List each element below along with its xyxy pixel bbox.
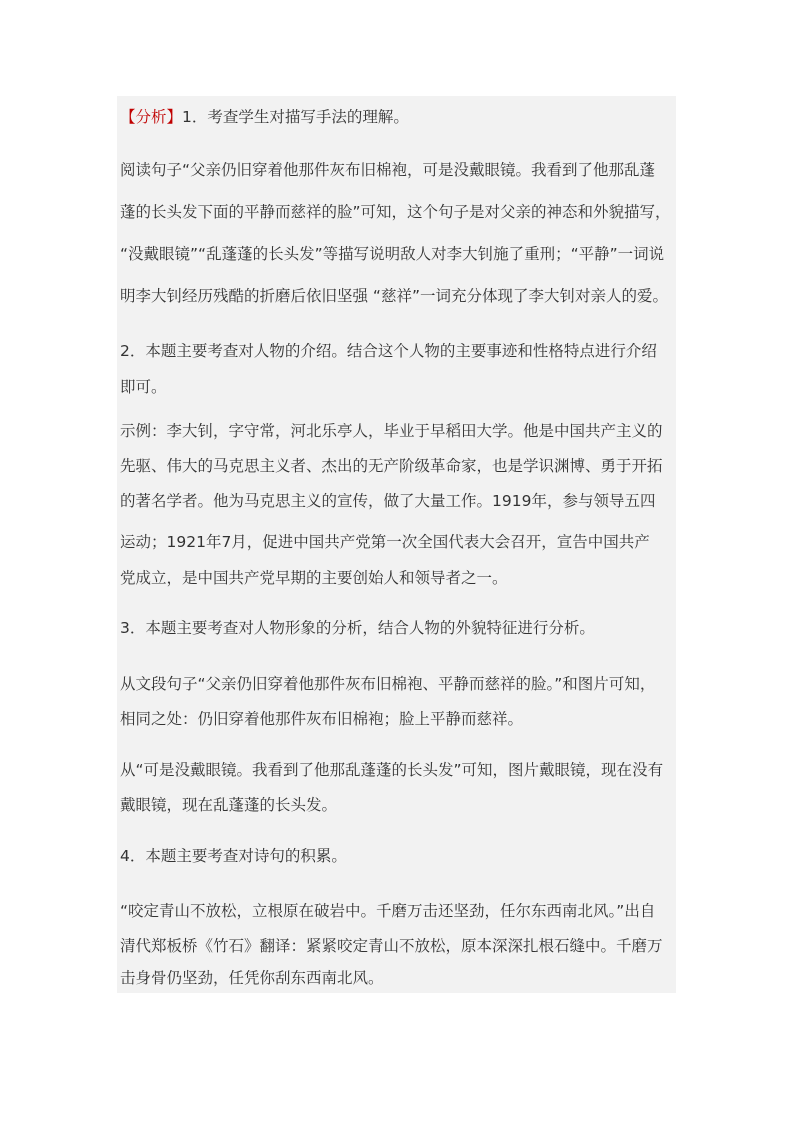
- text-line: 1．考查学生对描写手法的理解。: [182, 108, 409, 126]
- text-line: 先驱、伟大的马克思主义者、杰出的无产阶级革命家，也是学识渊博、勇于开拓: [120, 457, 663, 475]
- text-line: 明李大钊经历残酷的折磨后依旧坚强 “慈祥”一词充分体现了李大钊对亲人的爱。: [120, 287, 668, 305]
- text-line: 即可。: [120, 378, 167, 396]
- text-line: 蓬的长头发下面的平静而慈祥的脸”可知，这个句子是对父亲的神态和外貌描写，: [120, 203, 671, 221]
- text-line: 2．本题主要考查对人物的介绍。结合这个人物的主要事迹和性格特点进行介绍: [120, 342, 657, 360]
- text-line: 运动；1921年7月，促进中国共产党第一次全国代表大会召开，宣告中国共产: [120, 533, 650, 551]
- text-line: 戴眼镜，现在乱蓬蓬的长头发。: [120, 796, 338, 814]
- text-line: 阅读句子“父亲仍旧穿着他那件灰布旧棉袍，可是没戴眼镜。我看到了他那乱蓬: [120, 161, 656, 179]
- text-line: “没戴眼镜”“乱蓬蓬的长头发”等描写说明敌人对李大钊施了重刑；“平静”一词说: [120, 245, 665, 263]
- text-line: “咬定青山不放松，立根原在破岩中。千磨万击还坚劲，任尔东西南北风。”出自: [120, 902, 656, 920]
- text-line: 的著名学者。他为马克思主义的宣传，做了大量工作。1919年，参与领导五四: [120, 492, 656, 510]
- text-line: 示例：李大钊，字守常，河北乐亭人，毕业于早稻田大学。他是中国共产主义的: [120, 422, 663, 440]
- text-line: 清代郑板桥《竹石》翻译：紧紧咬定青山不放松，原本深深扎根石缝中。千磨万: [120, 937, 663, 955]
- text-line: 3．本题主要考查对人物形象的分析，结合人物的外貌特征进行分析。: [120, 619, 595, 637]
- text-line: 相同之处：仍旧穿着他那件灰布旧棉袍；脸上平静而慈祥。: [120, 710, 524, 728]
- text-line: 4．本题主要考查对诗句的积累。: [120, 847, 347, 865]
- text-line: 击身骨仍坚劲，任凭你刮东西南北风。: [120, 969, 384, 987]
- analysis-heading: [120, 104, 680, 130]
- text-line: 从文段句子“父亲仍旧穿着他那件灰布旧棉袍、平静而慈祥的脸。”和图片可知，: [120, 675, 656, 693]
- analysis-tag: 【分析】: [120, 108, 183, 126]
- text-line: 党成立，是中国共产党早期的主要创始人和领导者之一。: [120, 569, 508, 587]
- text-line: 从“可是没戴眼镜。我看到了他那乱蓬蓬的长头发”可知，图片戴眼镜，现在没有: [120, 761, 664, 779]
